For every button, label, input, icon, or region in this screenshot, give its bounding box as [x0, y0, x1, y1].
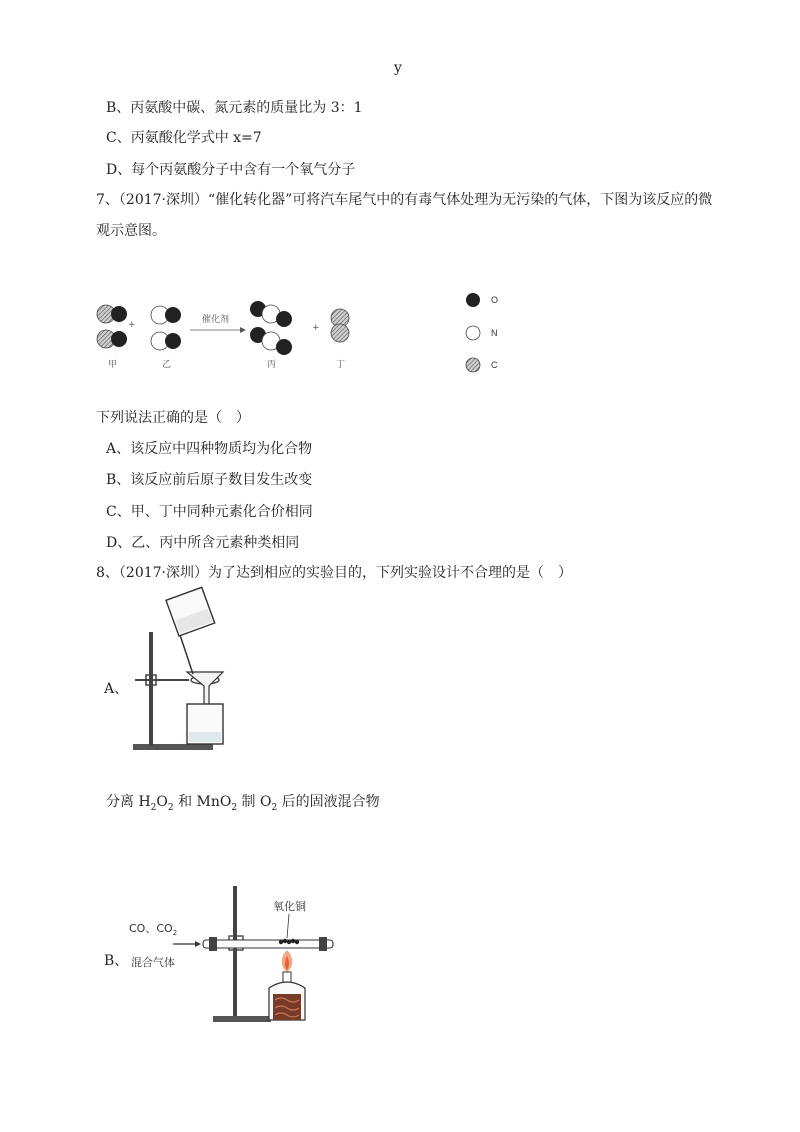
q7-option-d: D、乙、丙中所含元素种类相同: [106, 535, 300, 551]
reaction-diagram: [90, 285, 510, 380]
legend: [466, 293, 498, 372]
stand-rod: [149, 632, 153, 746]
reagent-label: 氧化铜: [273, 900, 306, 913]
q8-option-a-label: A、: [104, 681, 129, 697]
legend-oxygen-swatch: [466, 293, 480, 307]
alcohol-lamp: [269, 972, 305, 1020]
legend-carbon-swatch: [466, 358, 480, 372]
stand-rod: [233, 886, 237, 1020]
molecule-ding: [331, 309, 349, 342]
legend-oxygen-label: O: [491, 295, 499, 305]
label-jia: 甲: [108, 360, 118, 370]
q7-stem-line1: 7、（2017·深圳）“催化转化器”可将汽车尾气中的有毒气体处理为无污染的气体，下图为该反应的微: [96, 192, 713, 208]
page-header-mark: y: [394, 60, 402, 76]
q6-option-b: B、丙氨酸中碳、氮元素的质量比为 3：1: [106, 100, 363, 116]
molecule-yi: [151, 306, 181, 350]
gas-inlet-arrow: [173, 941, 201, 947]
q7-option-a: A、该反应中四种物质均为化合物: [106, 441, 313, 457]
pouring-beaker: [166, 587, 215, 636]
q7-option-c: C、甲、丁中同种元素化合价相同: [106, 504, 313, 520]
molecule-bing: [250, 301, 292, 355]
filtration-apparatus: [125, 586, 235, 756]
q8-option-a-caption: 分离 $H_2O_2$ 和 MnO$_2$ 制 $O_2$ 后的固液混合物: [106, 794, 380, 813]
label-ding: 丁: [336, 360, 346, 370]
gas-label: CO、$CO_2$: [129, 922, 178, 937]
glass-tube: [203, 940, 333, 948]
legend-nitrogen-swatch: [466, 326, 480, 340]
plus-1: +: [128, 320, 136, 330]
legend-nitrogen-label: N: [491, 328, 498, 338]
q7-option-b: B、该反应前后原子数目发生改变: [106, 472, 313, 488]
mixture-label: 混合气体: [131, 956, 175, 969]
co-reduction-apparatus: [125, 880, 355, 1030]
molecule-jia: [97, 305, 127, 348]
q8-option-b-label: B、: [104, 953, 129, 969]
q7-question: 下列说法正确的是（ ）: [96, 410, 250, 426]
q6-option-c: C、丙氨酸化学式中 x=7: [106, 130, 262, 146]
legend-carbon-label: C: [491, 360, 498, 370]
stand-base: [213, 1016, 271, 1022]
catalyst-label: 催化剂: [202, 315, 230, 325]
label-bing: 丙: [267, 360, 277, 370]
label-yi: 乙: [162, 360, 172, 370]
q8-stem: 8、（2017·深圳）为了达到相应的实验目的，下列实验设计不合理的是（ ）: [96, 565, 572, 581]
receiving-beaker: [187, 704, 223, 744]
q7-stem-line2: 观示意图。: [96, 223, 166, 239]
q6-option-d: D、每个丙氨酸分子中含有一个氧气分子: [106, 162, 356, 178]
plus-2: +: [312, 323, 320, 333]
reaction-arrow: [190, 327, 246, 333]
stand-base: [133, 744, 213, 750]
